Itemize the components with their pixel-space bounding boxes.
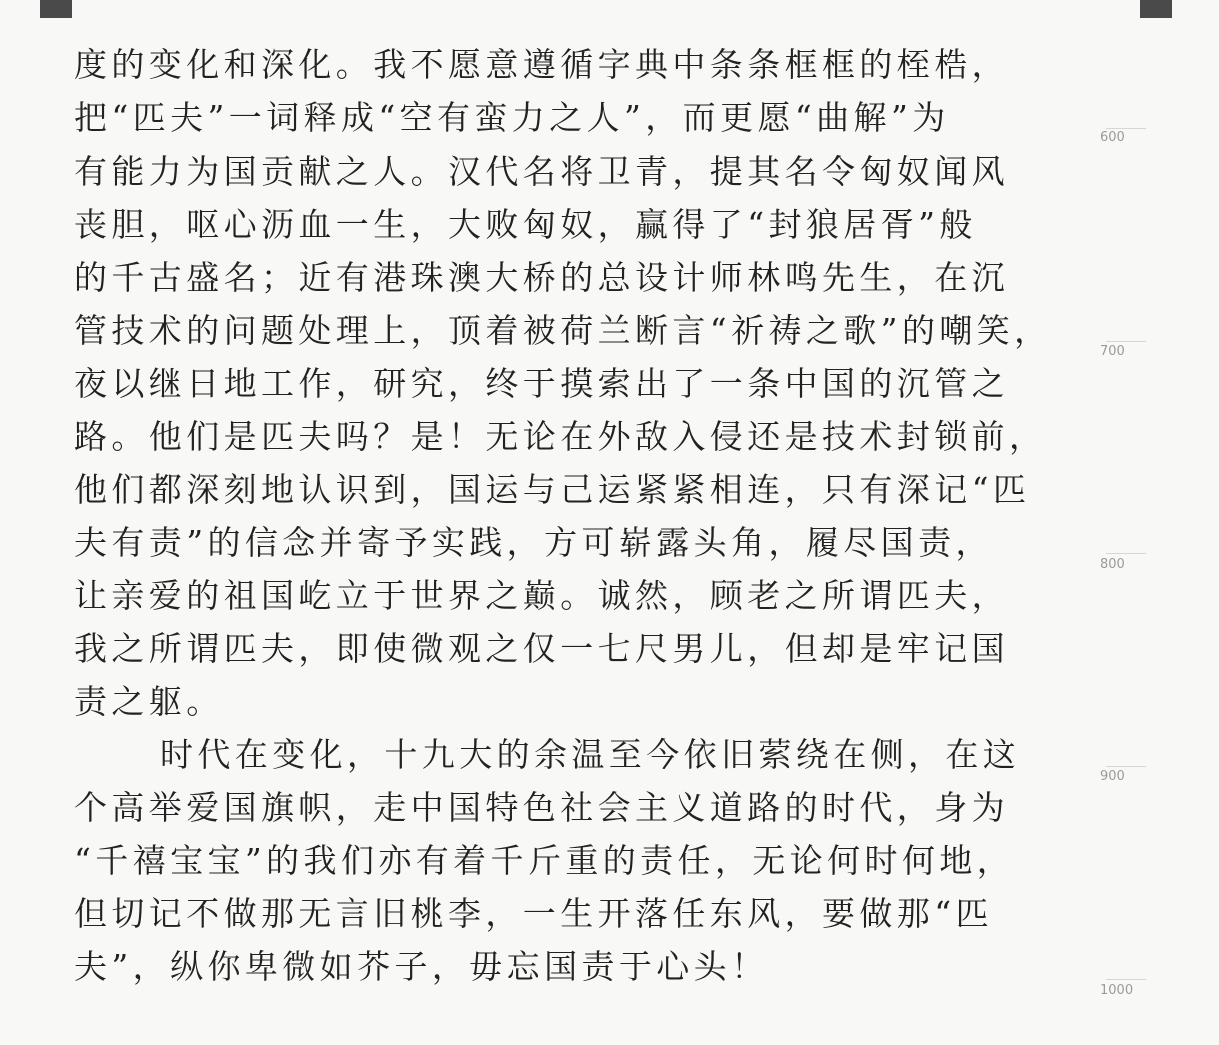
- char-count-700: 700: [1100, 344, 1125, 359]
- count-rule: [1106, 341, 1146, 343]
- essay-line-17: 但切记不做那无言旧桃李，一生开落任东风，要做那“匹: [74, 894, 993, 933]
- essay-line-10: 夫有责”的信念并寄予实践，方可崭露头角，履尽国责，: [74, 523, 993, 562]
- essay-line-16: “千禧宝宝”的我们亦有着千斤重的责任，无论何时何地，: [74, 841, 1015, 880]
- count-rule: [1106, 766, 1146, 768]
- char-count-1000: 1000: [1100, 983, 1134, 998]
- essay-line-13: 责之躯。: [74, 682, 224, 721]
- essay-line-15: 个高举爱国旗帜，走中国特色社会主义道路的时代，身为: [74, 788, 1009, 827]
- count-rule: [1106, 979, 1146, 981]
- essay-line-14: 时代在变化，十九大的余温至今依旧萦绕在侧，在这: [160, 735, 1021, 774]
- essay-line-6: 管技术的问题处理上，顶着被荷兰断言“祈祷之歌”的嘲笑，: [74, 311, 1052, 350]
- essay-line-9: 他们都深刻地认识到，国运与己运紧紧相连，只有深记“匹: [74, 470, 1031, 509]
- char-count-800: 800: [1100, 557, 1125, 572]
- essay-line-3: 有能力为国贡献之人。汉代名将卫青，提其名令匈奴闻风: [74, 152, 1009, 191]
- essay-line-7: 夜以继日地工作，研究，终于摸索出了一条中国的沉管之: [74, 364, 1009, 403]
- registration-mark-left: [40, 0, 72, 18]
- essay-line-1: 度的变化和深化。我不愿意遵循字典中条条框框的桎梏，: [74, 45, 1009, 84]
- essay-line-2: 把“匹夫”一词释成“空有蛮力之人”，而更愿“曲解”为: [74, 98, 950, 137]
- essay-line-4: 丧胆，呕心沥血一生，大败匈奴，赢得了“封狼居胥”般: [74, 205, 977, 244]
- essay-line-18: 夫”，纵你卑微如芥子，毋忘国责于心头！: [74, 947, 769, 986]
- essay-line-5: 的千古盛名；近有港珠澳大桥的总设计师林鸣先生，在沉: [74, 258, 1009, 297]
- essay-line-12: 我之所谓匹夫，即使微观之仅一七尺男儿，但却是牢记国: [74, 629, 1009, 668]
- essay-line-8: 路。他们是匹夫吗？是！无论在外敌入侵还是技术封锁前，: [74, 417, 1047, 456]
- char-count-600: 600: [1100, 130, 1125, 145]
- char-count-900: 900: [1100, 769, 1125, 784]
- essay-line-11: 让亲爱的祖国屹立于世界之巅。诚然，顾老之所谓匹夫，: [74, 576, 1009, 615]
- registration-mark-right: [1140, 0, 1172, 18]
- count-rule: [1106, 553, 1146, 555]
